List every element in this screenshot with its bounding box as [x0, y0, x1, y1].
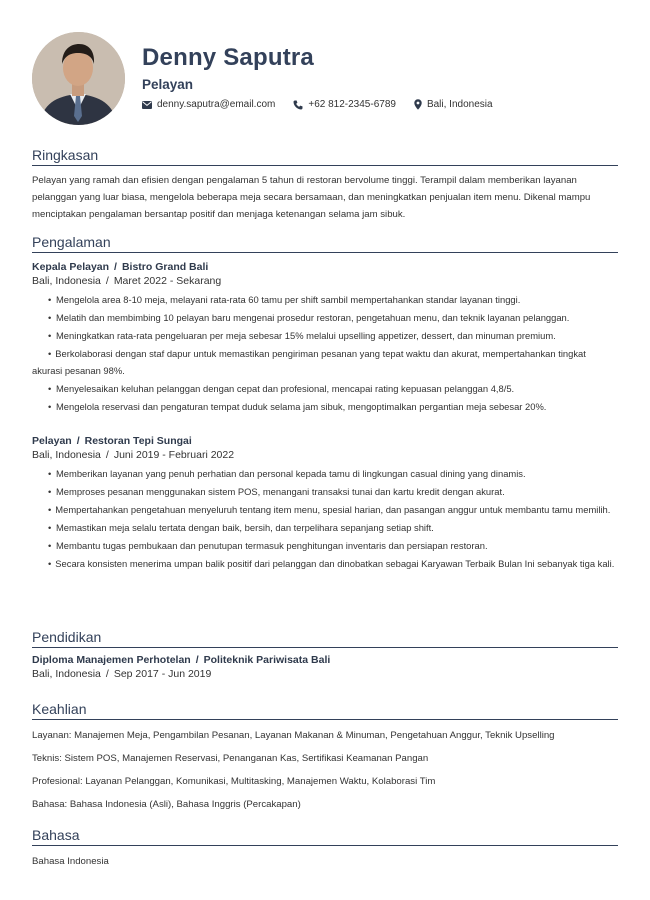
list-item: • Meningkatkan rata-rata pengeluaran per meja sebesar 15% melalui upselling appetizer, dessert, dan minuman premium. — [48, 330, 556, 341]
separator: / — [105, 668, 109, 680]
contact-email[interactable] — [142, 99, 275, 110]
list-item: • Melatih dan membimbing 10 pelayan baru mengenai prosedur restoran, pengetahuan menu, dan teknik layanan pelanggan. — [48, 312, 570, 323]
skill-line-professional: Profesional: Layanan Pelanggan, Komunikasi, Multitasking, Manajemen Waktu, Kolaborasi Tim — [32, 776, 436, 787]
skill-line-language: Bahasa: Bahasa Indonesia (Asli), Bahasa Inggris (Percakapan) — [32, 799, 301, 810]
separator: / — [114, 261, 117, 273]
separator: / — [105, 275, 109, 287]
phone-icon — [293, 100, 303, 110]
list-item: • Mempertahankan pengetahuan menyeluruh tentang item menu, spesial harian, dan pasangan anggur untuk membantu tamu memilih. — [48, 504, 611, 515]
education-degree: Diploma Manajemen Perhotelan — [32, 654, 191, 666]
resume-header — [32, 32, 618, 127]
experience-section — [32, 234, 618, 573]
education-section — [32, 629, 618, 680]
job-company: Bistro Grand Bali — [121, 261, 209, 273]
job-company: Restoran Tepi Sungai — [84, 435, 192, 447]
language-item: Bahasa Indonesia — [32, 856, 109, 867]
list-item: • Berkolaborasi dengan staf dapur untuk memastikan pengiriman pesanan yang tepat waktu dan akurat, mempertahankan tingkat akurasi pesanan 98%. — [32, 348, 586, 376]
languages-section — [32, 827, 618, 870]
skill-line-service: Layanan: Manajemen Meja, Pengambilan Pesanan, Layanan Makanan & Minuman, Pengetahuan Anggur, Teknik Upselling — [32, 730, 555, 741]
job-position: Pelayan — [32, 435, 72, 447]
job-location: Bali, Indonesia — [32, 275, 101, 287]
job-bullets — [32, 465, 618, 572]
separator: / — [105, 449, 109, 461]
skills-section — [32, 701, 618, 821]
candidate-name: Denny Saputra — [142, 44, 314, 71]
list-item: • Memproses pesanan menggunakan sistem POS, menangani transaksi tunai dan kartu kredit dengan akurat. — [48, 486, 505, 497]
job-meta — [32, 449, 618, 461]
education-school: Politeknik Pariwisata Bali — [203, 654, 331, 666]
education-meta — [32, 668, 618, 680]
section-title: Pengalaman — [32, 234, 618, 253]
envelope-icon — [142, 101, 152, 109]
list-item: • Memastikan meja selalu tertata dengan baik, bersih, dan terpelihara sepanjang setiap shift. — [48, 522, 434, 533]
job-heading — [32, 261, 618, 273]
job-meta — [32, 275, 618, 287]
summary-section — [32, 147, 618, 223]
map-pin-icon — [414, 99, 422, 110]
list-item: • Mengelola area 8-10 meja, melayani rata-rata 60 tamu per shift sambil mempertahankan standar layanan tinggi. — [48, 294, 521, 305]
education-location: Bali, Indonesia — [32, 668, 101, 680]
list-item: • Menyelesaikan keluhan pelanggan dengan cepat dan profesional, mencapai rating kepuasan pelanggan 4,8/5. — [48, 383, 515, 394]
contact-row — [142, 99, 493, 110]
job-bullets — [32, 291, 618, 415]
job-dates: Juni 2019 - Februari 2022 — [113, 449, 235, 461]
job-position: Kepala Pelayan — [32, 261, 110, 273]
job-location: Bali, Indonesia — [32, 449, 101, 461]
email-text: denny.saputra@email.com — [157, 99, 276, 110]
avatar — [32, 32, 125, 125]
avatar-portrait — [32, 32, 125, 125]
contact-phone[interactable] — [293, 99, 396, 110]
summary-text: Pelayan yang ramah dan efisien dengan pengalaman 5 tahun di restoran bervolume tinggi. Terampil dalam memberikan layanan pelanggan yang luar biasa, mengelola beberapa meja secara bersamaan, dan meningkatkan penjualan item menu. Dikenal mampu menciptakan pengalaman bersantap positif dan menjaga ketenangan selama jam sibuk. — [32, 175, 591, 220]
section-title: Pendidikan — [32, 629, 618, 648]
section-title: Bahasa — [32, 827, 618, 846]
location-text: Bali, Indonesia — [426, 99, 493, 110]
job-entry — [32, 261, 618, 415]
section-title: Keahlian — [32, 701, 618, 720]
list-item: • Secara konsisten menerima umpan balik positif dari pelanggan dan dinobatkan sebagai Karyawan Terbaik Bulan Ini sebanyak tiga kali. — [48, 558, 615, 569]
section-title: Ringkasan — [32, 147, 618, 166]
list-item: • Membantu tugas pembukaan dan penutupan termasuk penghitungan inventaris dan persiapan restoran. — [48, 540, 488, 551]
candidate-role: Pelayan — [142, 77, 194, 92]
separator: / — [76, 435, 80, 447]
list-item: • Memberikan layanan yang penuh perhatian dan personal kepada tamu di lingkungan casual dining yang dinamis. — [48, 468, 526, 479]
education-dates: Sep 2017 - Jun 2019 — [113, 668, 212, 680]
job-heading — [32, 435, 618, 447]
skill-line-technical: Teknis: Sistem POS, Manajemen Reservasi, Penanganan Kas, Sertifikasi Keamanan Pangan — [32, 753, 429, 764]
contact-location — [414, 99, 493, 110]
list-item: • Mengelola reservasi dan pengaturan tempat duduk selama jam sibuk, mengoptimalkan pergantian meja sebesar 20%. — [48, 401, 547, 412]
education-heading — [32, 654, 618, 666]
job-dates: Maret 2022 - Sekarang — [113, 275, 222, 287]
job-entry — [32, 435, 618, 572]
separator: / — [195, 654, 199, 666]
phone-text: +62 812-2345-6789 — [308, 99, 396, 110]
